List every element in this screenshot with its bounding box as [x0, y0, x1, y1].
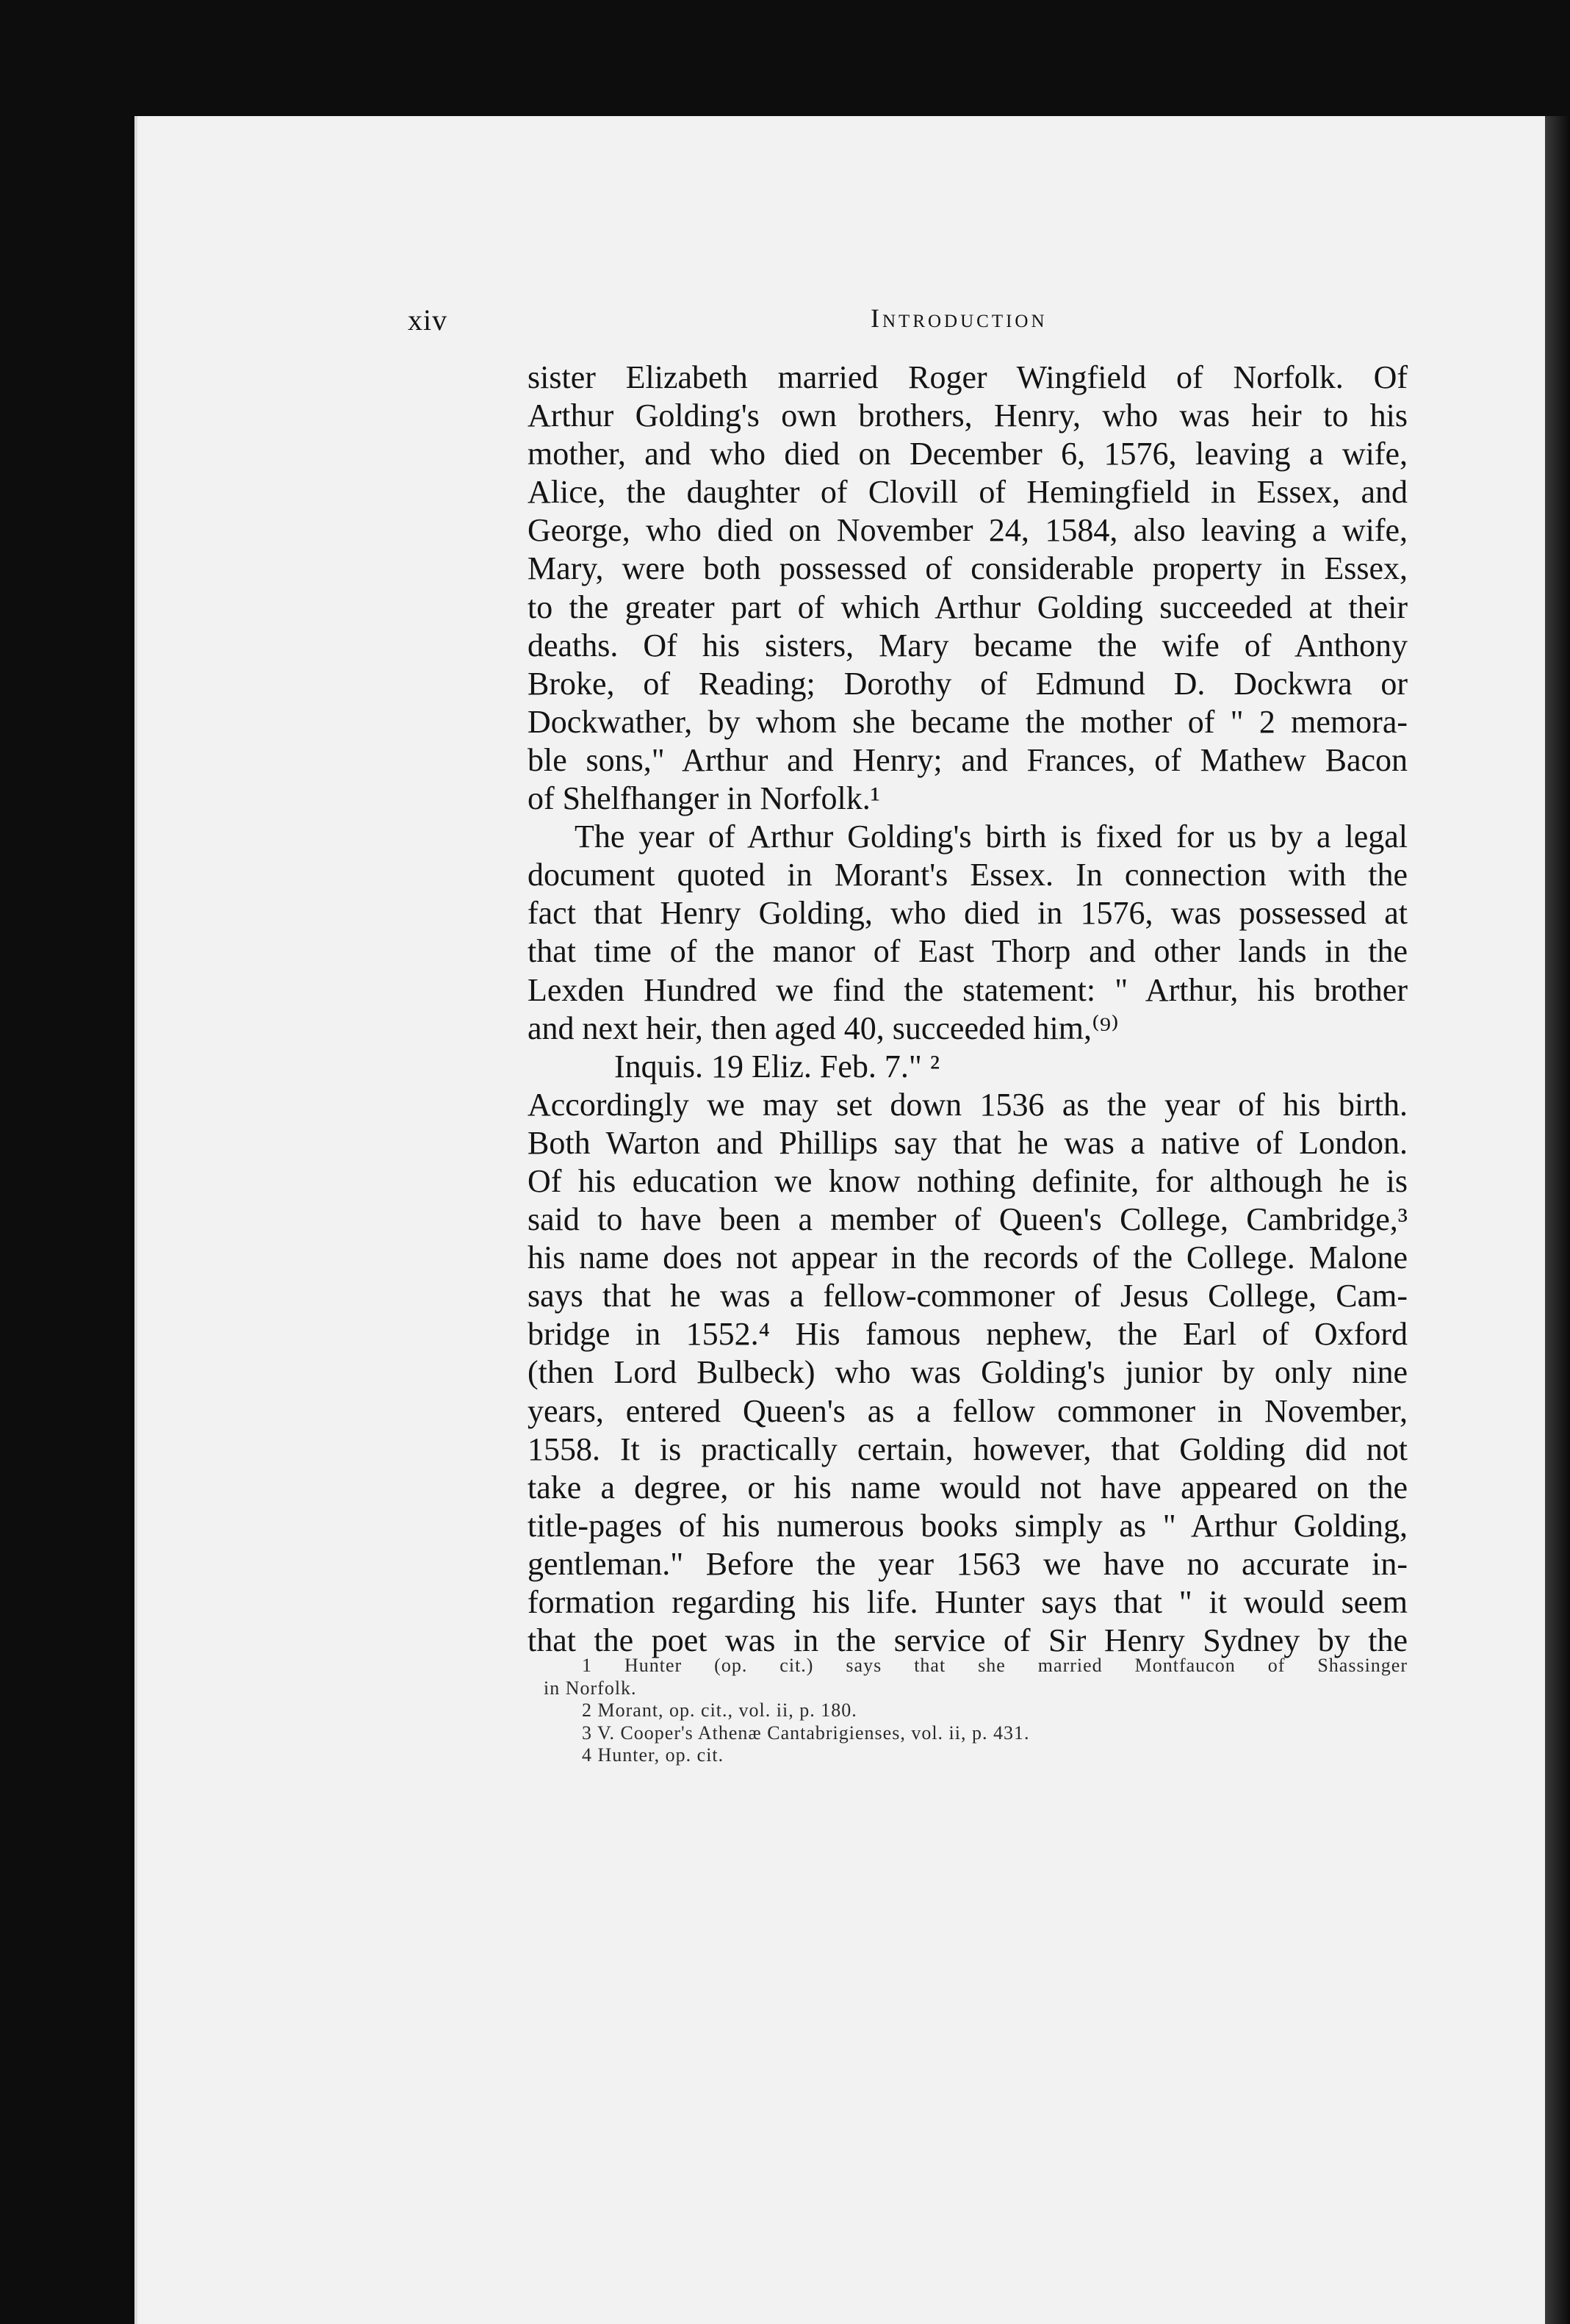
text-line: Both Warton and Phillips say that he was a native of London. — [527, 1124, 1408, 1161]
page-number: xiv — [408, 303, 448, 337]
text-line: his name does not appear in the records of the College. Malone — [527, 1240, 1408, 1276]
text-line: formation regarding his life. Hunter says that " it would seem — [527, 1584, 1408, 1620]
page-header — [408, 303, 1402, 339]
text-line: take a degree, or his name would not have appeared on the — [527, 1469, 1408, 1505]
running-title: Introduction — [871, 303, 1048, 333]
text-line: George, who died on November 24, 1584, also leaving a wife, — [527, 512, 1408, 549]
text-line: years, entered Queen's as a fellow commoner in November, — [527, 1392, 1408, 1429]
body-text — [527, 359, 1408, 1660]
footnote: 2 Morant, op. cit., vol. ii, p. 180. — [582, 1699, 857, 1721]
text-line: Mary, were both possessed of considerable property in Essex, — [527, 550, 1408, 587]
text-line: that time of the manor of East Thorp and other lands in the — [527, 933, 1408, 970]
text-line: mother, and who died on December 6, 1576, leaving a wife, — [527, 436, 1408, 472]
text-line: of Shelfhanger in Norfolk.¹ — [527, 780, 880, 817]
footnotes — [544, 1655, 1408, 1767]
text-line: deaths. Of his sisters, Mary became the wife of Anthony — [527, 627, 1408, 663]
text-line: Dockwather, by whom she became the mother of " 2 memora- — [527, 703, 1408, 740]
text-line: Accordingly we may set down 1536 as the year of his birth. — [527, 1086, 1408, 1123]
text-line: to the greater part of which Arthur Golding succeeded at their — [527, 589, 1408, 625]
text-line: Of his education we know nothing definite, for although he is — [527, 1162, 1408, 1199]
text-line: gentleman." Before the year 1563 we have no accurate in- — [527, 1545, 1408, 1582]
text-line: and next heir, then aged 40, succeeded him,⁽⁹⁾ — [527, 1010, 1119, 1046]
page-gutter — [1545, 116, 1570, 2324]
paragraph-start-line: The year of Arthur Golding's birth is fixed for us by a legal — [575, 819, 1408, 855]
text-line: says that he was a fellow-commoner of Jesus College, Cam- — [527, 1278, 1408, 1314]
citation-line: Inquis. 19 Eliz. Feb. 7." ² — [614, 1048, 940, 1084]
text-line: bridge in 1552.⁴ His famous nephew, the Earl of Oxford — [527, 1316, 1408, 1353]
text-line: Arthur Golding's own brothers, Henry, who was heir to his — [527, 397, 1408, 434]
footnote-continuation: in Norfolk. — [544, 1677, 637, 1699]
footnote: 1 Hunter (op. cit.) says that she married Montfaucon of Shassinger — [582, 1655, 1408, 1676]
text-line: 1558. It is practically certain, however, that Golding did not — [527, 1431, 1408, 1467]
text-line: that the poet was in the service of Sir Henry Sydney by the — [527, 1622, 1408, 1659]
text-line: Alice, the daughter of Clovill of Hemingfield in Essex, and — [527, 474, 1408, 511]
footnote: 4 Hunter, op. cit. — [582, 1744, 724, 1766]
text-line: Broke, of Reading; Dorothy of Edmund D. Dockwra or — [527, 665, 1408, 702]
text-line: fact that Henry Golding, who died in 1576, was possessed at — [527, 895, 1408, 932]
text-line: document quoted in Morant's Essex. In connection with the — [527, 857, 1408, 893]
text-line: title-pages of his numerous books simply as " Arthur Golding, — [527, 1507, 1408, 1544]
text-line: sister Elizabeth married Roger Wingfield of Norfolk. Of — [527, 359, 1408, 395]
text-line: ble sons," Arthur and Henry; and Frances, of Mathew Bacon — [527, 741, 1408, 778]
text-line: Lexden Hundred we find the statement: " Arthur, his brother — [527, 971, 1408, 1008]
text-line: (then Lord Bulbeck) who was Golding's junior by only nine — [527, 1354, 1408, 1391]
text-line: said to have been a member of Queen's College, Cambridge,³ — [527, 1201, 1408, 1238]
footnote: 3 V. Cooper's Athenæ Cantabrigienses, vol. ii, p. 431. — [582, 1722, 1030, 1744]
